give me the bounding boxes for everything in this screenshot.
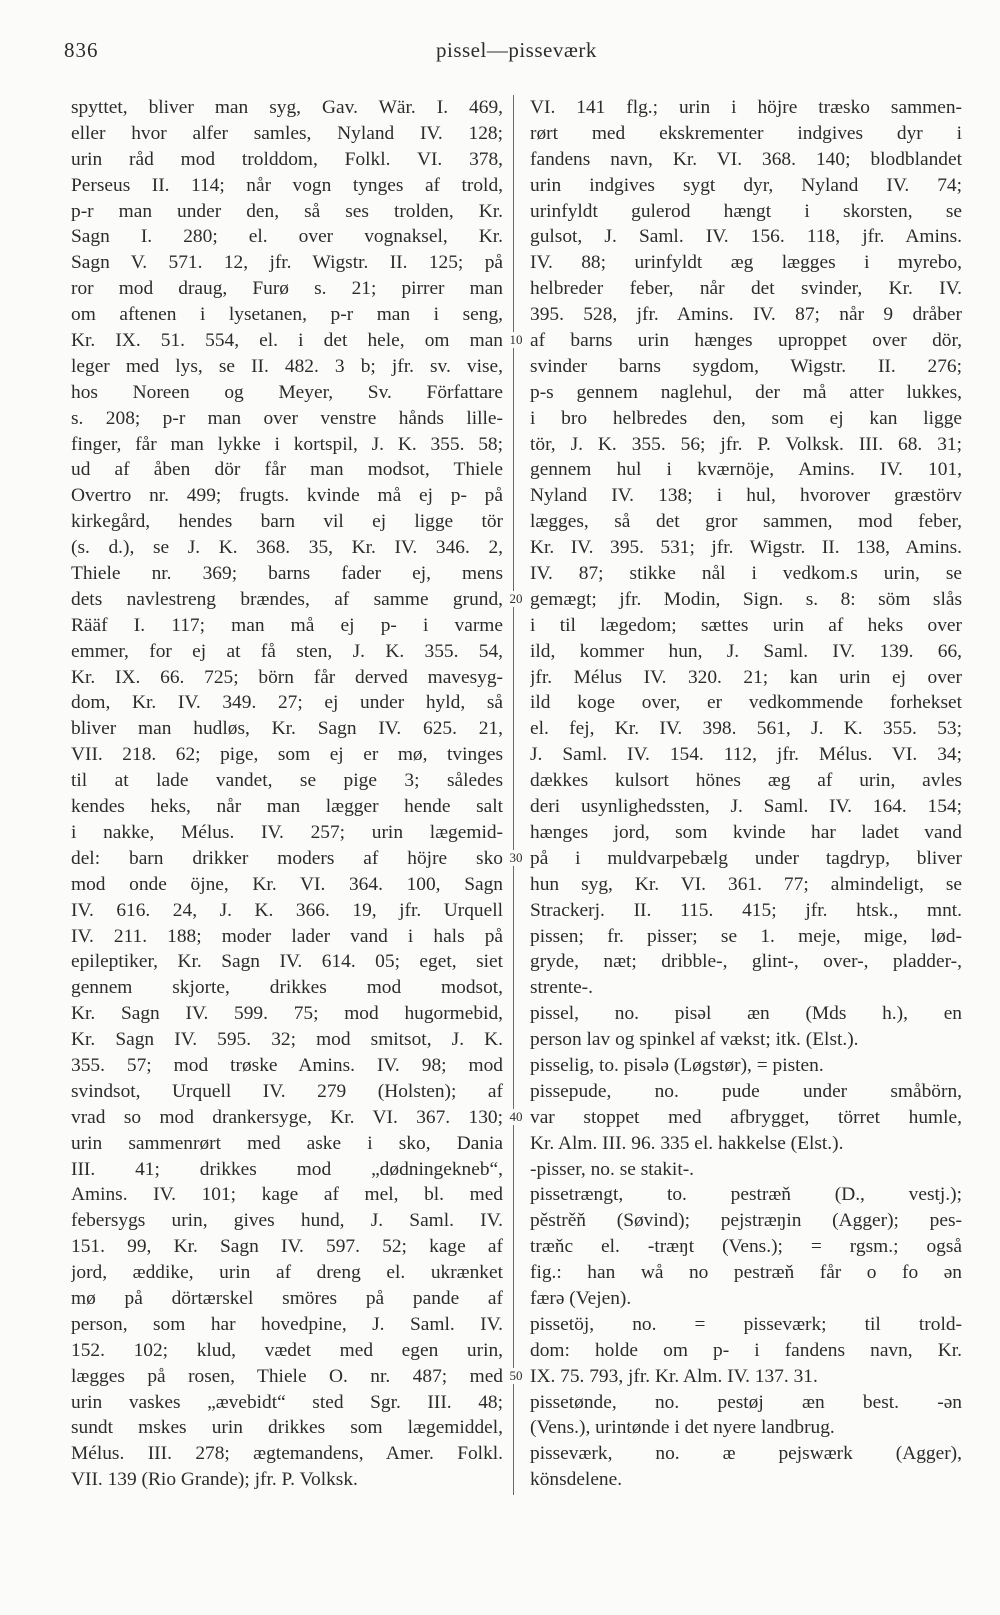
line-number-40: 40 [503, 1109, 529, 1125]
right-column-line: (Vens.), urintønde i det nyere landbrug. [530, 1417, 835, 1439]
left-column-line: VII. 218. 62; pige, som ej er mø, tvinges [71, 744, 503, 766]
left-column-line: leger med lys, se II. 482. 3 b; jfr. sv. vise, [71, 355, 503, 377]
line-number-10: 10 [503, 332, 529, 348]
left-column-line: Kr. Sagn IV. 599. 75; mod hugormebid, [71, 1003, 503, 1025]
left-column-line: person, som har hovedpine, J. Saml. IV. [71, 1313, 503, 1335]
right-column-line: p-s gennem naglehul, der må atter lukkes, [530, 381, 962, 403]
left-column-line: 151. 99, Kr. Sagn IV. 597. 52; kage af [71, 1236, 503, 1258]
left-column-line: hos Noreen og Meyer, Sv. Författare [71, 381, 503, 403]
right-column-line: på i muldvarpebælg under tagdryp, bliver [530, 847, 962, 869]
left-column-line: mod onde öjne, Kr. VI. 364. 100, Sagn [71, 873, 503, 895]
right-column-line: dom: holde om p- i fandens navn, Kr. [530, 1339, 962, 1361]
line-number-20: 20 [503, 591, 529, 607]
left-column-line: kirkegård, hendes barn vil ej ligge tör [71, 511, 503, 533]
right-column-line: pissetöj, no. = pisseværk; til trold- [530, 1313, 962, 1335]
left-column-line: Rääf I. 117; man må ej p- i varme [71, 614, 503, 636]
left-column-line: gennem skjorte, drikkes mod modsot, [71, 977, 503, 999]
left-column-line: 355. 57; mod trøske Amins. IV. 98; mod [71, 1054, 503, 1076]
right-column-line: dækkes kulsort hönes æg af urin, avles [530, 770, 962, 792]
left-column-line: Overtro nr. 499; frugts. kvinde må ej p- på [71, 485, 503, 507]
right-column-line: træňc el. -træŋt (Vens.); = rgsm.; også [530, 1236, 962, 1258]
right-column-line: Strackerj. II. 115. 415; jfr. htsk., mnt. [530, 899, 962, 921]
right-column-line: fandens navn, Kr. VI. 368. 140; blodblandet [530, 148, 962, 170]
right-column-line: hun syg, Kr. VI. 361. 77; almindeligt, se [530, 873, 962, 895]
left-column-line: Mélus. III. 278; ægtemandens, Amer. Folkl. [71, 1443, 503, 1465]
left-column-line: bliver man hudløs, Kr. Sagn IV. 625. 21, [71, 718, 503, 740]
left-column-line: urin sammenrørt med aske i sko, Dania [71, 1132, 503, 1154]
right-column-line: ild koge over, er vedkommende forhekset [530, 692, 962, 714]
right-column-line: rørt med ekskrementer indgives dyr i [530, 122, 962, 144]
line-number-50: 50 [503, 1368, 529, 1384]
left-column-line: III. 41; drikkes mod „dødningekneb“, [71, 1158, 503, 1180]
running-head: pissel—pisseværk [436, 38, 597, 62]
right-column-line: ild, kommer hun, J. Saml. IV. 139. 66, [530, 640, 962, 662]
left-column [71, 95, 503, 1493]
left-column-line: sundt mskes urin drikkes som lægemiddel, [71, 1417, 503, 1439]
page-number: 836 [64, 38, 99, 62]
left-column-line: vrad so mod drankersyge, Kr. VI. 367. 130; [71, 1106, 503, 1128]
left-column-line: Thiele nr. 369; barns fader ej, mens [71, 563, 503, 585]
right-column-line: Kr. Alm. III. 96. 335 el. hakkelse (Elst.). [530, 1132, 844, 1154]
left-column-line: i nakke, Mélus. IV. 257; urin lægemid- [71, 821, 503, 843]
left-column-line: IV. 211. 188; moder lader vand i hals på [71, 925, 503, 947]
right-column-line: jfr. Mélus IV. 320. 21; kan urin ej over [530, 666, 962, 688]
right-column-line: pissen; fr. pisser; se 1. meje, mige, lød- [530, 925, 962, 947]
left-column-line: kendes heks, når man lægger hende salt [71, 796, 503, 818]
left-column-line: spyttet, bliver man syg, Gav. Wär. I. 469, [71, 97, 503, 118]
right-column-line: IX. 75. 793, jfr. Kr. Alm. IV. 137. 31. [530, 1365, 818, 1387]
left-column-line: IV. 616. 24, J. K. 366. 19, jfr. Urquell [71, 899, 503, 921]
left-column-line: om aftenen i lysetanen, p-r man i seng, [71, 304, 503, 326]
left-column-line: dom, Kr. IV. 349. 27; ej under hyld, så [71, 692, 503, 714]
right-column-line: i bro helbredes den, som ej kan ligge [530, 407, 962, 429]
right-column-line: hænges jord, som kvinde har ladet vand [530, 821, 962, 843]
right-column-line: gryde, næt; dribble-, glint-, over-, pladder-, [530, 951, 962, 973]
right-column-line: pěstrěň (Søvind); pejstræŋin (Agger); pes- [530, 1210, 962, 1232]
left-column-line: urin vaskes „ævebidt“ sted Sgr. III. 48; [71, 1391, 503, 1413]
left-column-line: 152. 102; klud, vædet med egen urin, [71, 1339, 503, 1361]
right-column-line: i til lægedom; sættes urin af heks over [530, 614, 962, 636]
left-column-line: Kr. IX. 51. 554, el. i det hele, om man [71, 330, 503, 352]
right-column-line: J. Saml. IV. 154. 112, jfr. Mélus. VI. 34; [530, 744, 962, 766]
left-column-line: mø på dörtærskel smöres på pande af [71, 1287, 503, 1309]
left-column-line: emmer, for ej at få sten, J. K. 355. 54, [71, 640, 503, 662]
left-column-line: Sagn V. 571. 12, jfr. Wigstr. II. 125; på [71, 252, 503, 274]
right-column-line: tör, J. K. 355. 56; jfr. P. Volksk. III. 68. 31; [530, 433, 962, 455]
right-column-line: lægges, så det gror sammen, mod feber, [530, 511, 962, 533]
left-column-line: jord, æddike, urin af dreng el. ukrænket [71, 1262, 503, 1284]
right-column-line: svinder barns sygdom, Wigstr. II. 276; [530, 355, 962, 377]
left-column-line: Sagn I. 280; el. over vognaksel, Kr. [71, 226, 503, 248]
left-column-line: urin råd mod trolddom, Folkl. VI. 378, [71, 148, 503, 170]
right-column-line: person lav og spinkel af vækst; itk. (Elst.). [530, 1029, 859, 1051]
left-column-line: p-r man under den, så ses trolden, Kr. [71, 200, 503, 222]
left-column-line: febersygs urin, gives hund, J. Saml. IV. [71, 1210, 503, 1232]
right-column-line: el. fej, Kr. IV. 398. 561, J. K. 355. 53; [530, 718, 962, 740]
left-column-line: ud af åben dör får man modsot, Thiele [71, 459, 503, 481]
right-column-line: 395. 528, jfr. Amins. IV. 87; når 9 dråber [530, 304, 962, 326]
left-column-line: eller hvor alfer samles, Nyland IV. 128; [71, 122, 503, 144]
right-column-line: deri usynlighedssten, J. Saml. IV. 164. 154; [530, 796, 962, 818]
left-column-line: Amins. IV. 101; kage af mel, bl. med [71, 1184, 503, 1206]
right-column-line: gennem hul i kværnöje, Amins. IV. 101, [530, 459, 962, 481]
left-column-line: finger, får man lykke i kortspil, J. K. 355. 58; [71, 433, 503, 455]
right-column-line: IV. 88; urinfyldt æg lægges i myrebo, [530, 252, 962, 274]
right-column-line: urin indgives sygt dyr, Nyland IV. 74; [530, 174, 962, 196]
left-column-line: Perseus II. 114; når vogn tynges af trold, [71, 174, 503, 196]
right-column-line: af barns urin hænges uproppet over dör, [530, 330, 962, 352]
right-column-line: færə (Vejen). [530, 1287, 632, 1309]
left-column-line: til at lade vandet, se pige 3; således [71, 770, 503, 792]
left-column-line: svindsot, Urquell IV. 279 (Holsten); af [71, 1080, 503, 1102]
left-column-line: Kr. IX. 66. 725; börn får derved mavesyg- [71, 666, 503, 688]
right-column [530, 95, 962, 1493]
right-column-line: pissel, no. pisəl æn (Mds h.), en [530, 1003, 962, 1025]
right-column-line: -pisser, no. se stakit-. [530, 1158, 695, 1180]
right-column-line: pissetønde, no. pestøj æn best. -ən [530, 1391, 962, 1413]
left-column-line: dets navlestreng brændes, af samme grund, [71, 588, 503, 610]
right-column-line: Kr. IV. 395. 531; jfr. Wigstr. II. 138, Amins. [530, 537, 962, 559]
left-column-line: lægges på rosen, Thiele O. nr. 487; med [71, 1365, 503, 1387]
right-column-line: könsdelene. [530, 1469, 623, 1491]
right-column-line: fig.: han wå no pestræň får o fo ən [530, 1262, 962, 1284]
right-column-line: pisselig, to. pisələ (Løgstør), = pisten. [530, 1054, 824, 1076]
left-column-line: (s. d.), se J. K. 368. 35, Kr. IV. 346. 2, [71, 537, 503, 559]
right-column-line: strente-. [530, 977, 593, 999]
left-column-line: epileptiker, Kr. Sagn IV. 614. 05; eget, siet [71, 951, 503, 973]
right-column-line: Nyland IV. 138; i hul, hvorover græstörv [530, 485, 962, 507]
right-column-line: gemægt; jfr. Modin, Sign. s. 8: söm slås [530, 588, 962, 610]
right-column-line: pissetrængt, to. pestræň (D., vestj.); [530, 1184, 962, 1206]
left-column-line: Kr. Sagn IV. 595. 32; mod smitsot, J. K. [71, 1029, 503, 1051]
left-column-line: ror mod draug, Furø s. 21; pirrer man [71, 278, 503, 300]
left-column-line: del: barn drikker moders af höjre sko [71, 847, 503, 869]
right-column-line: IV. 87; stikke nål i vedkom.s urin, se [530, 563, 962, 585]
right-column-line: pisseværk, no. æ pejswærk (Agger), [530, 1443, 962, 1465]
right-column-line: urinfyldt gulerod hængt i skorsten, se [530, 200, 962, 222]
right-column-line: var stoppet med afbrygget, törret humle, [530, 1106, 962, 1128]
right-column-line: VI. 141 flg.; urin i höjre træsko sammen- [530, 97, 962, 118]
line-number-30: 30 [503, 850, 529, 866]
right-column-line: gulsot, J. Saml. IV. 156. 118, jfr. Amins. [530, 226, 962, 248]
left-column-line: s. 208; p-r man over venstre hånds lille- [71, 407, 503, 429]
right-column-line: helbreder feber, når det svinder, Kr. IV. [530, 278, 962, 300]
left-column-line: VII. 139 (Rio Grande); jfr. P. Volksk. [71, 1469, 358, 1491]
right-column-line: pissepude, no. pude under småbörn, [530, 1080, 962, 1102]
column-divider [513, 95, 514, 1495]
